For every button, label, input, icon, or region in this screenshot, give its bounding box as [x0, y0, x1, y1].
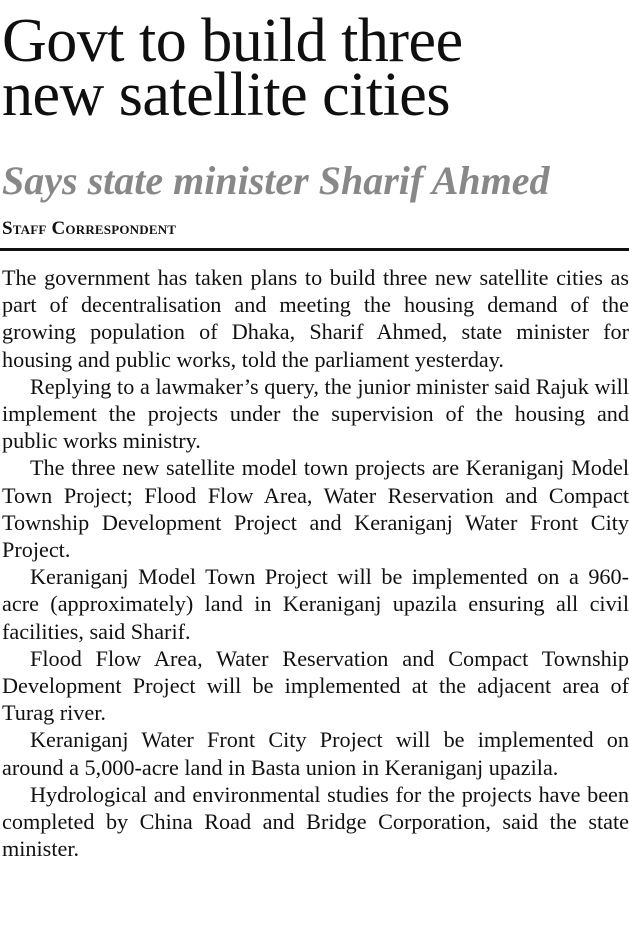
paragraph: Keraniganj Water Front City Project will be implemented on around a 5,000-acre land in Basta union in Keraniganj upazila.: [2, 727, 629, 780]
subheadline: Says state minister Sharif Ahmed: [2, 158, 550, 203]
divider-rule: [0, 248, 629, 251]
paragraph: Keraniganj Model Town Project will be implemented on a 960-acre (approximately) land in Keraniganj upazila ensuring all civil facilities, said Sharif.: [2, 564, 629, 644]
paragraph: Flood Flow Area, Water Reservation and Compact Township Development Project will be implemented at the adjacent area of Turag river.: [2, 645, 629, 726]
headline-line-1: Govt to build three: [2, 7, 463, 75]
byline: Staff Correspondent: [2, 218, 177, 239]
paragraph: Hydrological and environmental studies for the projects have been completed by China Road and Bridge Corporation, said the state minister.: [2, 781, 629, 862]
article-body: [2, 264, 629, 862]
paragraph: The three new satellite model town projects are Keraniganj Model Town Project; Flood Flow Area, Water Reservation and Compact Township Development Project and Keraniganj Water Front City Project.: [2, 455, 629, 563]
headline: [2, 7, 629, 129]
headline-line-2: new satellite cities: [2, 61, 450, 129]
paragraph: Replying to a lawmaker’s query, the junior minister said Rajuk will implement the projects under the supervision of the housing and public works ministry.: [2, 373, 629, 454]
paragraph: The government has taken plans to build three new satellite cities as part of decentralisation and meeting the housing demand of the growing population of Dhaka, Sharif Ahmed, state minister for housing and public works, told the parliament yesterday.: [2, 265, 629, 372]
